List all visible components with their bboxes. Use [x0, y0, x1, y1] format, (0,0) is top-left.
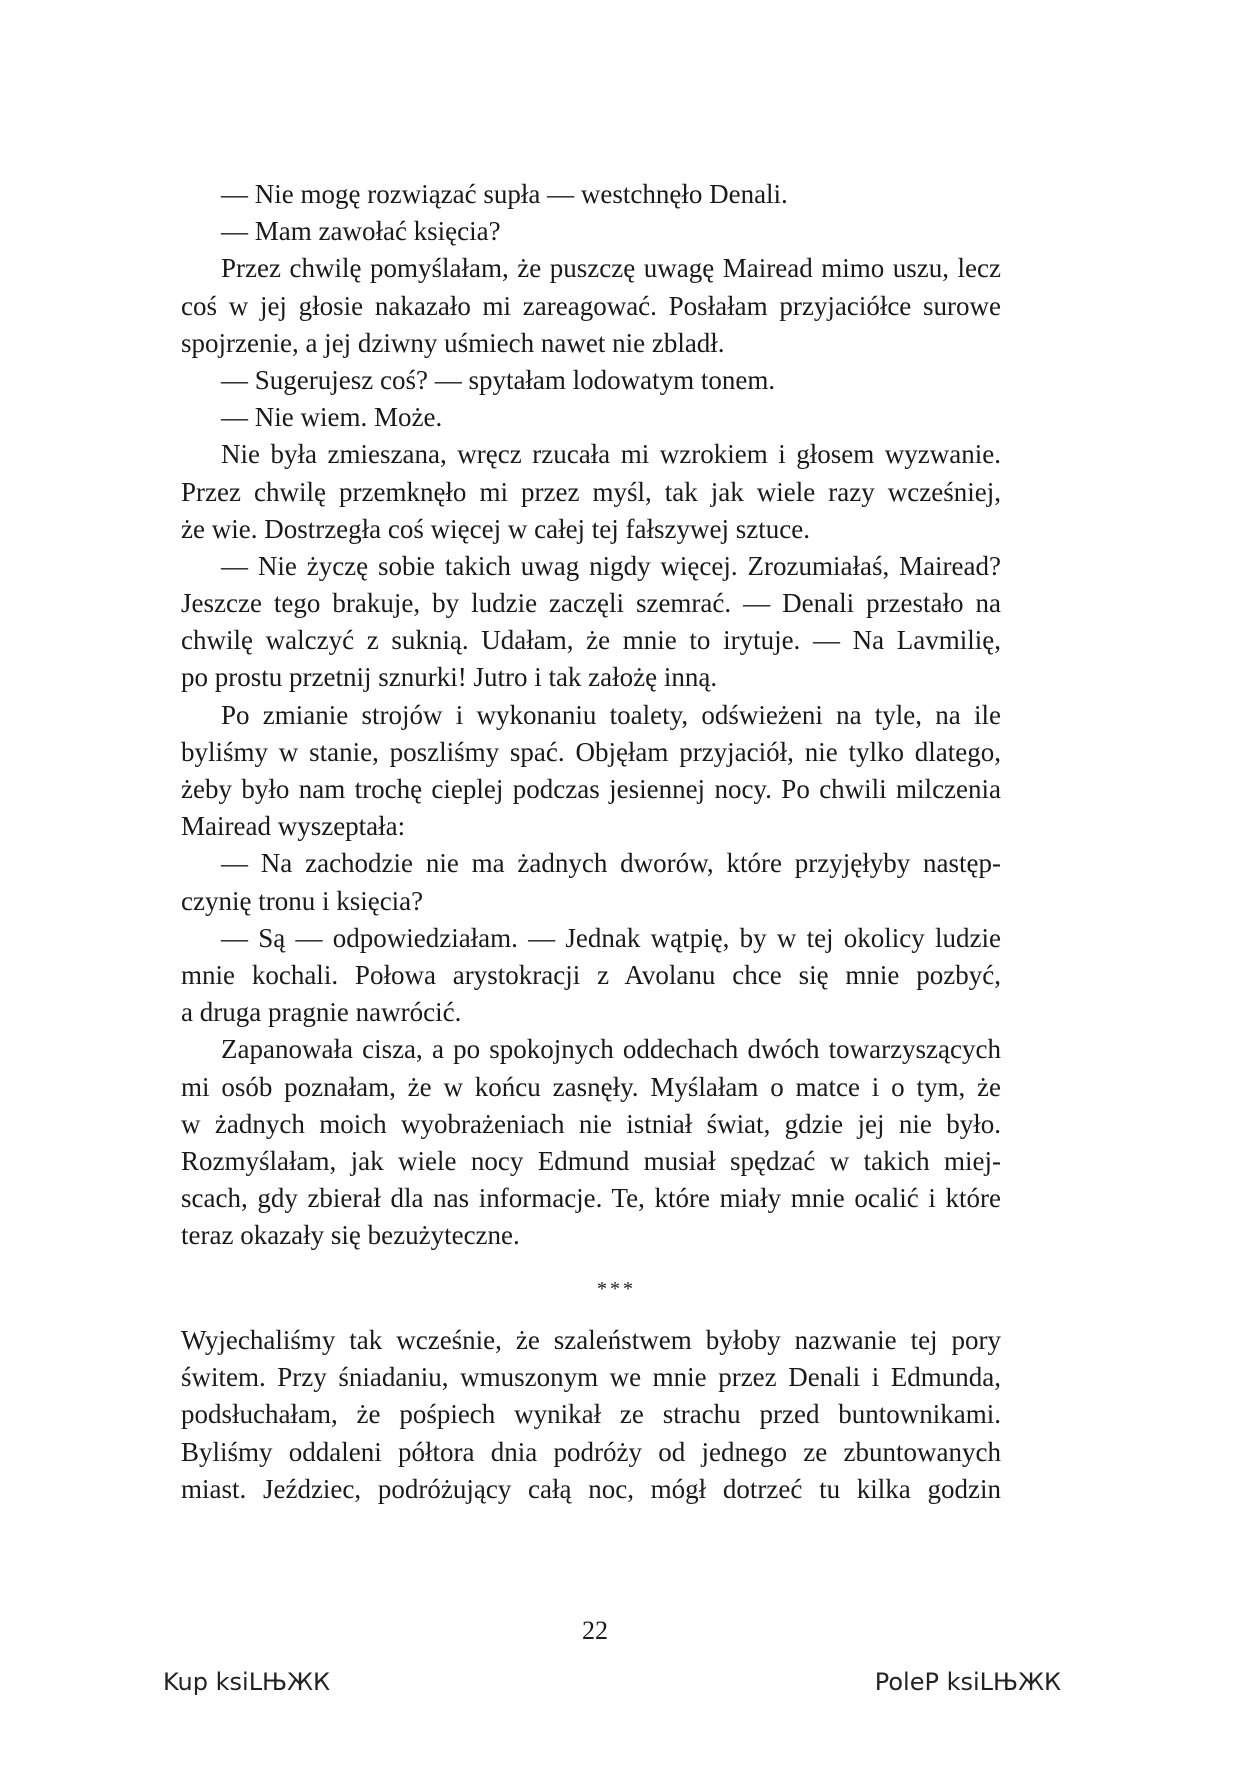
text-line: podsłuchałam, że pośpiech wynikał ze strachu przed buntownikami. — [181, 1399, 1001, 1430]
text-line: — Nie mogę rozwiązać supła — westchnęło Denali. — [221, 179, 788, 209]
continuation-text-block — [181, 1322, 1001, 1508]
text-line: coś w jej głosie nakazało mi zareagować. Posłałam przyjaciółce surowe — [181, 290, 1001, 321]
text-line: — Nie życzę sobie takich uwag nigdy więcej. Zrozumiałaś, Mairead? — [221, 550, 1001, 581]
text-line: czynię tronu i księcia? — [181, 885, 424, 916]
text-line: w żadnych moich wyobrażeniach nie istniał świat, gdzie jej nie było. — [181, 1108, 1001, 1139]
text-line: po prostu przetnij sznurki! Jutro i tak założę inną. — [181, 662, 718, 693]
recommend-book-link[interactable]: PoleP ksiLЊЖК — [874, 1668, 1061, 1696]
buy-book-link[interactable]: Kup ksiLЊЖК — [163, 1668, 331, 1696]
text-line: Nie była zmieszana, wręcz rzucała mi wzrokiem i głosem wyzwanie. — [221, 439, 1001, 470]
text-line: spojrzenie, a jej dziwny uśmiech nawet nie zbladł. — [181, 327, 725, 358]
page-number: 22 — [582, 1616, 608, 1645]
text-line: świtem. Przy śniadaniu, wmuszonym we mnie przez Denali i Edmunda, — [181, 1362, 1001, 1393]
text-line: byliśmy w stanie, poszliśmy spać. Objęłam przyjaciół, nie tylko dlatego, — [181, 736, 1001, 767]
text-line: Byliśmy oddaleni półtora dnia podróży od jednego ze zbuntowanych — [181, 1436, 1001, 1467]
text-line: miast. Jeździec, podróżujący całą noc, mógł dotrzeć tu kilka godzin — [181, 1473, 1001, 1504]
text-line: scach, gdy zbierał dla nas informacje. Te, które miały mnie ocalić i które — [181, 1183, 1001, 1214]
text-line: — Nie wiem. Może. — [221, 402, 443, 433]
text-line: żeby było nam trochę cieplej podczas jesiennej nocy. Po chwili milczenia — [181, 774, 1001, 804]
text-line: — Sugerujesz coś? — spytałam lodowatym tonem. — [221, 364, 776, 395]
text-line: — Są — odpowiedziałam. — Jednak wątpię, by w tej okolicy ludzie — [221, 922, 1001, 953]
scene-break: *** — [597, 1278, 636, 1300]
text-line: że wie. Dostrzegła coś więcej w całej tej fałszywej sztuce. — [181, 513, 810, 544]
text-line: teraz okazały się bezużyteczne. — [181, 1220, 520, 1251]
text-line: Wyjechaliśmy tak wcześnie, że szaleństwem byłoby nazwanie tej pory — [181, 1325, 1001, 1355]
text-line: Zapanowała cisza, a po spokojnych oddechach dwóch towarzyszących — [221, 1034, 1001, 1065]
text-line: a druga pragnie nawrócić. — [181, 997, 462, 1028]
text-line: Przez chwilę pomyślałam, że puszczę uwagę Mairead mimo uszu, lecz — [221, 253, 1001, 284]
text-line: chwilę walczyć z suknią. Udałam, że mnie to irytuje. — Na Lavmilię, — [181, 625, 1001, 656]
text-line: Jeszcze tego brakuje, by ludzie zaczęli szemrać. — Denali przestało na — [181, 588, 1001, 619]
text-line: — Mam zawołać księcia? — [221, 216, 501, 247]
text-line: mnie kochali. Połowa arystokracji z Avolanu chce się mnie pozbyć, — [181, 959, 1001, 990]
text-line: Przez chwilę przemknęło mi przez myśl, tak jak wiele razy wcześniej, — [181, 476, 1001, 507]
text-line: Po zmianie strojów i wykonaniu toalety, odświeżeni na tyle, na ile — [221, 699, 1001, 730]
text-line: mi osób poznałam, że w końcu zasnęły. Myślałam o matce i o tym, że — [181, 1071, 1001, 1102]
text-line: Rozmyślałam, jak wiele nocy Edmund musiał spędzać w takich miej- — [181, 1145, 1001, 1176]
text-line: — Na zachodzie nie ma żadnych dworów, które przyjęłyby następ- — [221, 848, 1001, 879]
main-text-block — [181, 176, 1001, 1254]
text-line: Mairead wyszeptała: — [181, 811, 406, 842]
